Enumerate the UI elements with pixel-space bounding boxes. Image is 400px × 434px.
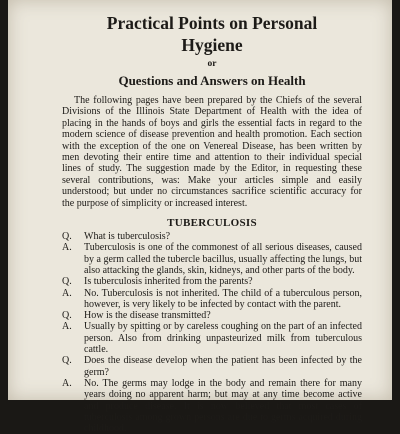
book-page xyxy=(8,0,392,434)
qa-text: No. The germs may lodge in the body and remain there for many years doing no apparent harm; but may at any time become active and produce disease. It is now believed that most cases of tuberculosis among grown persons are due to germs acquired during childhood. xyxy=(84,377,362,434)
qa-mark: Q. xyxy=(62,276,72,288)
page-title xyxy=(62,12,362,56)
qa-mark: A. xyxy=(62,287,72,299)
qa-text: What is tuberculosis? xyxy=(84,231,171,243)
qa-mark: Q. xyxy=(62,310,72,322)
page-subtitle: Questions and Answers on Health xyxy=(118,73,306,88)
section-heading-tuberculosis: TUBERCULOSIS xyxy=(167,217,257,230)
intro-paragraph: The following pages have been prepared by the Chiefs of the several Divisions of the Illinois State Department of Health with the idea of placing in the hands of boys and girls the essential facts in regard to the modern science of disease prevention and health promotion. Each section with the exception of the one on Venereal Disease, has been written by men devoting their entire time and attention to their individual special lines of study. The suggestion made by the Editor, in requesting these several contributions, was: Make your articles simple and easily understood; but under no circumstances sacrifice scientific accuracy for the purpose of simplicity or increased interest. xyxy=(62,95,362,209)
qa-item xyxy=(62,288,362,311)
qa-item xyxy=(62,310,362,321)
qa-mark: Q. xyxy=(62,355,72,367)
qa-mark: Q. xyxy=(62,231,72,243)
or-connector: or xyxy=(207,59,217,69)
qa-text: How is the disease transmitted? xyxy=(84,310,211,322)
qa-text: No. Tuberculosis is not inherited. The child of a tuberculous person, however, is very likely to be infected by contact with the parent. xyxy=(84,287,362,310)
qa-mark: A. xyxy=(62,377,72,389)
qa-item xyxy=(62,231,362,242)
qa-list xyxy=(62,231,362,434)
qa-text: Does the disease develop when the patient has been infected by the germ? xyxy=(84,355,362,378)
qa-mark: A. xyxy=(62,321,72,333)
title-line-1: Practical Points on Personal xyxy=(106,13,318,33)
qa-text: Is tuberculosis inherited from the parents? xyxy=(84,276,253,288)
qa-item xyxy=(62,242,362,276)
qa-text: Tuberculosis is one of the commonest of all serious diseases, caused by a germ called the tubercle bacillus, usually affecting the lungs, but also attacking the glands, skin, kidneys, and other parts of the body. xyxy=(84,242,362,276)
qa-item xyxy=(62,321,362,355)
qa-item xyxy=(62,355,362,378)
title-line-2: Hygiene xyxy=(181,35,243,55)
qa-item xyxy=(62,276,362,287)
qa-item xyxy=(62,378,362,434)
page-content xyxy=(62,12,362,434)
qa-mark: A. xyxy=(62,242,72,254)
qa-text: Usually by spitting or by careless coughing on the part of an infected person. Also from drinking unpasteurized milk from tuberculous cattle. xyxy=(84,321,362,356)
